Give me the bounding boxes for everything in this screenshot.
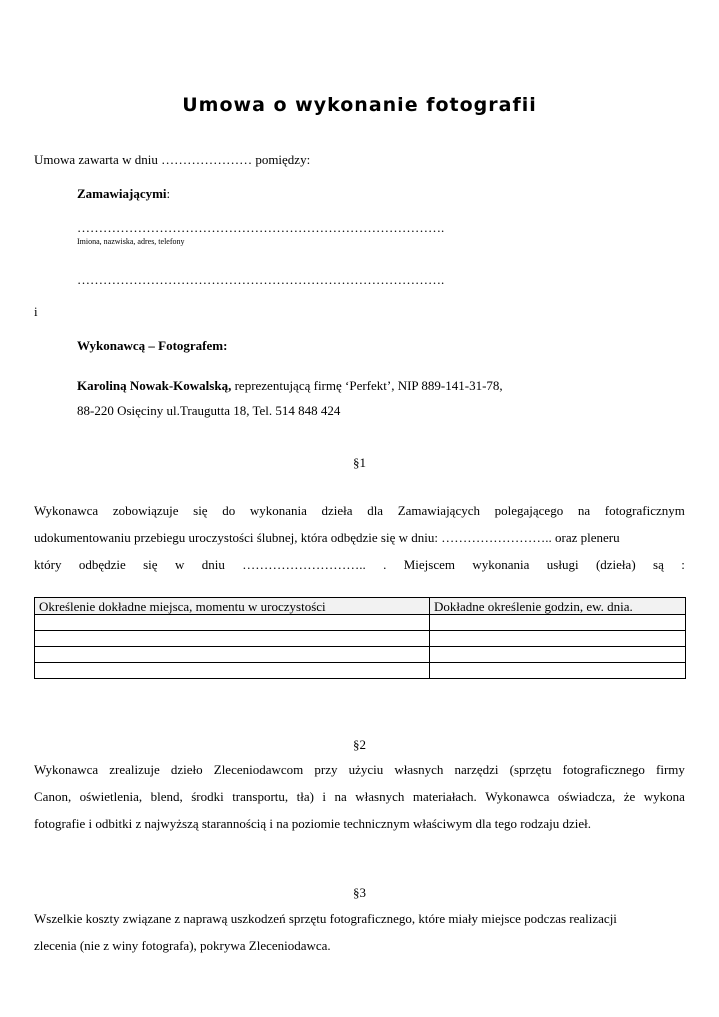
ordering-party-fill-line-2: ………………………………………………………………………….: [77, 272, 445, 287]
section-1-line-1-word: zobowiązuje: [112, 503, 179, 518]
section-3-paragraph: [34, 905, 685, 959]
section-1-line-3-word: (dzieła): [595, 557, 636, 572]
section-2-line-2-word: materiałach.: [412, 789, 477, 804]
section-3-line-2: zlecenia (nie z winy fotografa), pokrywa Zleceniodawca.: [34, 938, 331, 953]
document-title: Umowa o wykonanie fotografii: [182, 94, 537, 116]
section-1-line-1-word: wykonania: [249, 503, 307, 518]
section-2-line-3: fotografie i odbitki z najwyższą starannością i na poziomie technicznym właściwym dla tego rodzaju dzieł.: [34, 816, 592, 831]
section-1-line-3-word: dniu: [201, 557, 225, 572]
table-row: [35, 663, 686, 679]
section-2-line-1: [34, 756, 685, 783]
table-row: [35, 631, 686, 647]
section-2-line-1-word: Zleceniodawcom: [213, 762, 304, 777]
contractor-label: Wykonawcą – Fotografem:: [77, 338, 228, 353]
section-2-line-2: [34, 783, 685, 810]
conjunction-text: i: [34, 304, 38, 319]
places-table: [34, 597, 686, 679]
section-1-line-1-word: dzieła: [321, 503, 353, 518]
contractor-details: reprezentującą firmę ‘Perfekt’, NIP 889-141-31-78,: [231, 378, 503, 393]
section-1-line-3-word: Miejscem: [403, 557, 455, 572]
section-2-line-2-word: oświadcza,: [557, 789, 616, 804]
section-2-line-1-word: Wykonawca: [34, 762, 99, 777]
table-cell: [430, 615, 686, 631]
section-1-paragraph: [34, 497, 685, 578]
section-1-line-1-word: się: [193, 503, 208, 518]
contract-intro: Umowa zawarta w dniu ………………… pomiędzy:: [34, 152, 311, 167]
section-1-line-1-word: dla: [367, 503, 384, 518]
table-cell: [430, 631, 686, 647]
section-2-line-2-word: oświetlenia,: [79, 789, 143, 804]
section-1-line-3-word: :: [681, 557, 685, 572]
section-2-line-1-word: fotograficznego: [562, 762, 645, 777]
section-2-line-2-word: i: [322, 789, 327, 804]
contractor-name: Karoliną Nowak-Kowalską,: [77, 378, 232, 393]
table-cell: [430, 663, 686, 679]
section-2-heading: §2: [353, 737, 366, 752]
places-header-time: Dokładne określenie godzin, ew. dnia.: [430, 598, 686, 615]
section-1-line-3-word: odbędzie: [78, 557, 126, 572]
table-cell: [430, 647, 686, 663]
section-1-line-1-word: Zamawiających: [397, 503, 480, 518]
section-2-line-1-word: dzieło: [170, 762, 203, 777]
section-2-line-2-word: na: [334, 789, 347, 804]
section-2-line-1-word: narzędzi: [454, 762, 499, 777]
contractor-identity: [77, 378, 503, 394]
section-2-line-1-word: użyciu: [348, 762, 384, 777]
section-2-line-2-word: tła): [296, 789, 314, 804]
section-2-line-2-word: Canon,: [34, 789, 72, 804]
ordering-party-hint: Imiona, nazwiska, adres, telefony: [77, 237, 185, 246]
section-2-line-1-word: firmy: [656, 762, 685, 777]
section-2-line-2-word: że: [623, 789, 636, 804]
table-row: [35, 615, 686, 631]
ordering-party-fill-line-1: ………………………………………………………………………….: [77, 220, 445, 235]
section-1-line-3-word: .: [383, 557, 387, 572]
section-1-line-3-word: się: [143, 557, 158, 572]
section-2-paragraph: [34, 756, 685, 837]
section-1-line-1-word: na: [577, 503, 591, 518]
section-1-line-1-word: fotograficznym: [604, 503, 685, 518]
section-1-line-3-word: który: [34, 557, 62, 572]
places-header-location: Określenie dokładne miejsca, momentu w uroczystości: [35, 598, 430, 615]
ordering-party-colon: :: [166, 186, 171, 201]
section-1-line-3-word: usługi: [546, 557, 579, 572]
section-1-line-1-word: do: [222, 503, 236, 518]
section-1-line-3-word: ………………………..: [242, 557, 366, 572]
section-1-line-1-word: polegającego: [494, 503, 564, 518]
section-2-line-1-word: (sprzętu: [509, 762, 552, 777]
section-1-line-1-word: Wykonawca: [34, 503, 99, 518]
table-cell: [35, 615, 430, 631]
section-2-line-2-word: blend,: [150, 789, 183, 804]
section-2-line-2-word: środki: [191, 789, 224, 804]
section-1-line-3-word: są: [653, 557, 664, 572]
section-2-line-2-word: własnych: [355, 789, 405, 804]
section-2-line-1-word: przy: [314, 762, 338, 777]
section-2-line-2-word: transportu,: [232, 789, 289, 804]
table-row: [35, 647, 686, 663]
ordering-party-label: Zamawiającymi: [77, 186, 167, 201]
section-1-line-1: [34, 497, 685, 524]
section-3-line-1: Wszelkie koszty związane z naprawą uszkodzeń sprzętu fotograficznego, które miały miejsce podczas realizacji: [34, 911, 617, 926]
section-1-line-2: udokumentowaniu przebiegu uroczystości ślubnej, która odbędzie się w dniu: …………………….. oraz pleneru: [34, 530, 620, 545]
ordering-party-heading: [77, 186, 170, 202]
section-1-heading: §1: [353, 455, 366, 470]
section-1-line-3-word: wykonania: [472, 557, 530, 572]
table-cell: [35, 647, 430, 663]
section-1-line-3: [34, 551, 685, 578]
table-cell: [35, 631, 430, 647]
section-2-line-2-word: wykona: [643, 789, 685, 804]
section-2-line-1-word: zrealizuje: [109, 762, 160, 777]
places-table-header: [35, 598, 686, 615]
contractor-address: 88-220 Osięciny ul.Traugutta 18, Tel. 514 848 424: [77, 403, 341, 418]
section-2-line-1-word: własnych: [394, 762, 444, 777]
table-cell: [35, 663, 430, 679]
section-3-heading: §3: [353, 885, 366, 900]
section-2-line-2-word: Wykonawca: [485, 789, 550, 804]
section-1-line-3-word: w: [174, 557, 185, 572]
